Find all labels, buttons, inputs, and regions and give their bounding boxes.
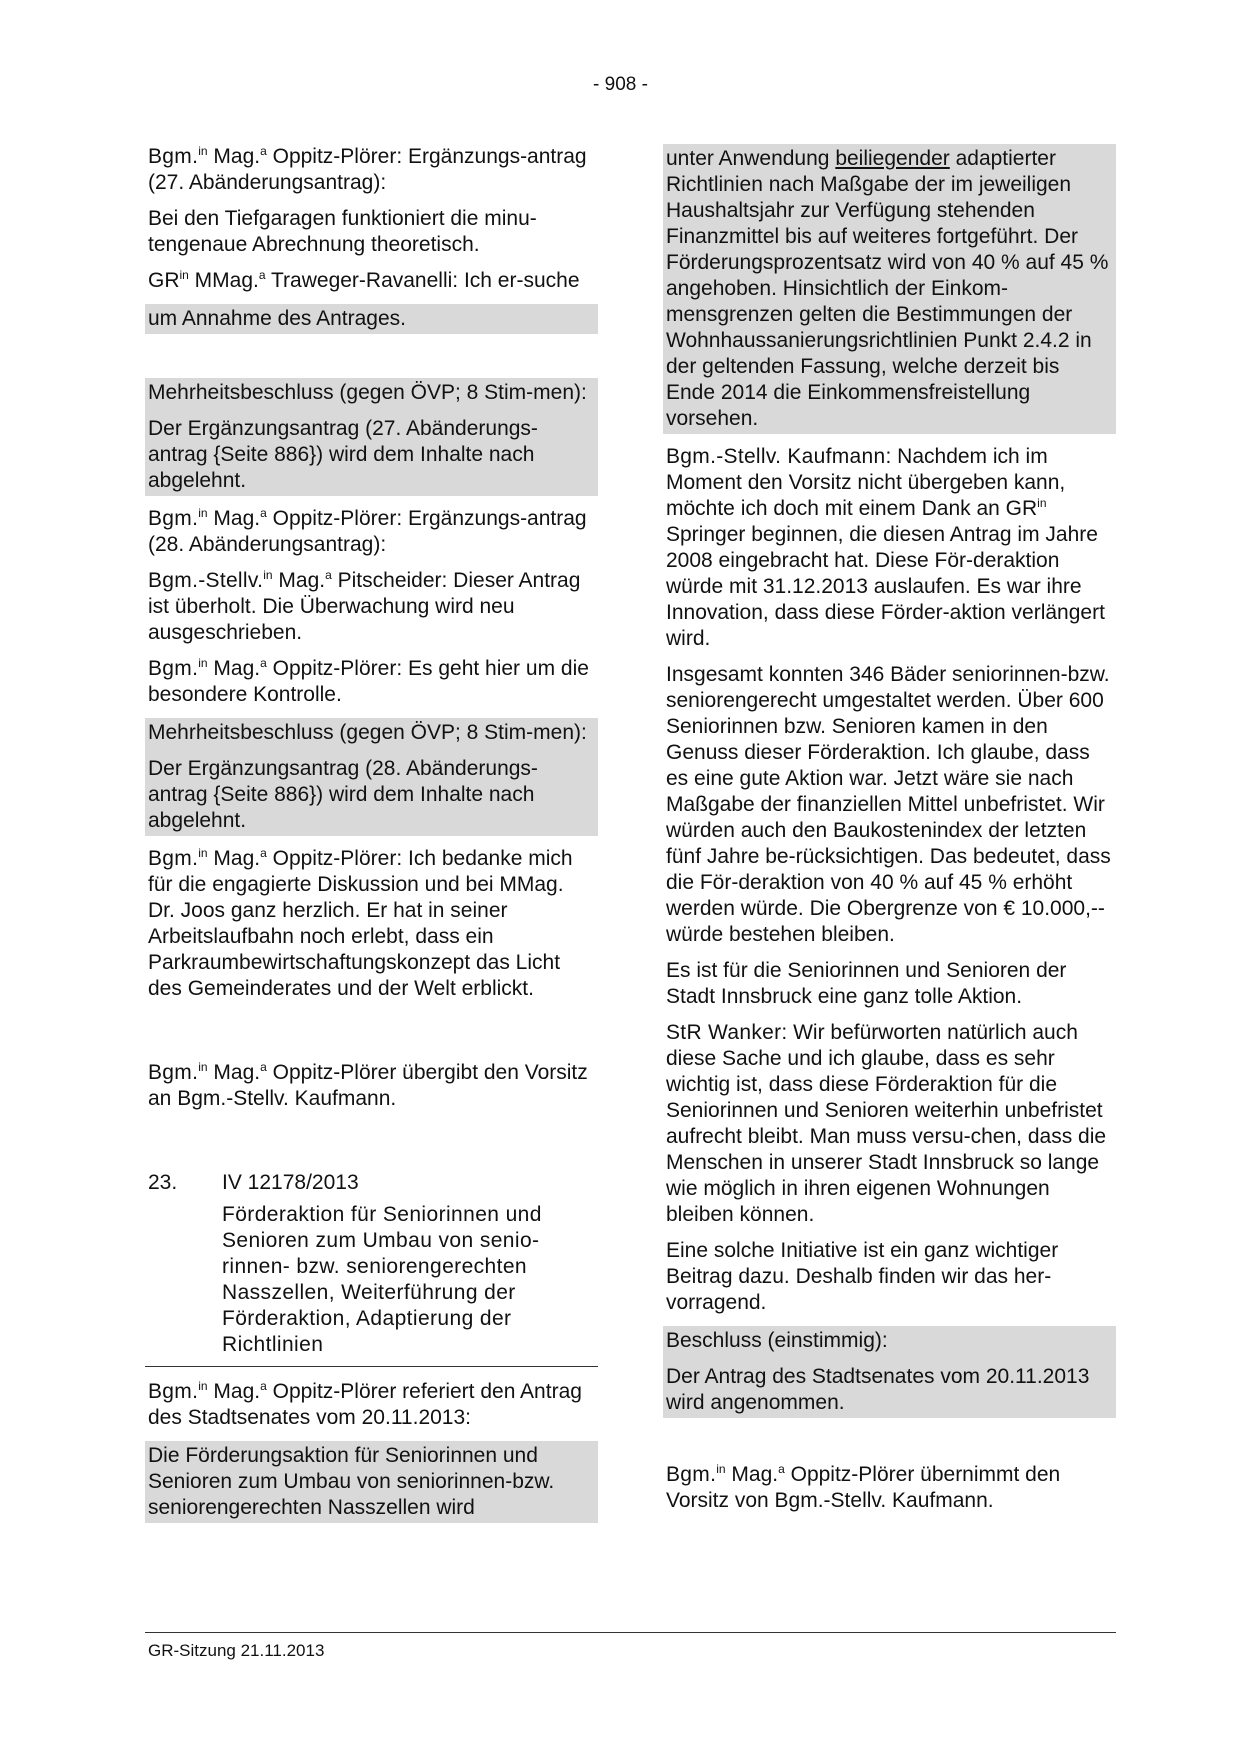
speaker-paragraph: Bgm.$^{in}$ Mag.$^a$ Oppitz-Plörer: Ergänzungs-antrag (27. Abänderungsantrag): bbox=[148, 144, 587, 194]
resolution-block bbox=[145, 718, 598, 836]
resolution-text: Der Ergänzungsantrag (28. Abänderungs-antrag {Seite 886}) wird dem Inhalte nach abgelehnt. bbox=[148, 757, 538, 832]
chair-handover: Bgm.$^{in}$ Mag.$^a$ Oppitz-Plörer übernimmt den Vorsitz von Bgm.-Stellv. Kaufmann. bbox=[666, 1462, 1061, 1512]
resolution-heading: Mehrheitsbeschluss (gegen ÖVP; 8 Stim-men): bbox=[148, 721, 587, 744]
attachment-link: beiliegender bbox=[835, 147, 950, 170]
speaker-paragraph: Bgm.-Stellv. Kaufmann: Nachdem ich im Moment den Vorsitz nicht übergeben kann, möchte ich doch mit einem Dank an $GR^{in}$ Springer beginnen, die diesen Antrag im Jahre 2008 eingebracht hat. Diese För-deraktion würde mit 31.12.2013 auslaufen. Es war ihre Innovation, dass diese Förder-aktion verlängert wird. bbox=[666, 445, 1105, 650]
agenda-item-header bbox=[145, 1170, 598, 1196]
speaker-paragraph: Bgm.$^{in}$ Mag.$^a$ Oppitz-Plörer referiert den Antrag des Stadtsenates vom 20.11.2013: bbox=[148, 1379, 582, 1429]
resolution-text: Der Ergänzungsantrag (27. Abänderungs-antrag {Seite 886}) wird dem Inhalte nach abgelehnt. bbox=[148, 417, 538, 492]
speech-paragraph: Insgesamt konnten 346 Bäder seniorinnen-bzw. seniorengerecht umgestaltet werden. Über 600 Seniorinnen bzw. Senioren kamen in den Genuss dieser Förderaktion. Ich glaube, dass es eine gute Aktion war. Jetzt wäre sie nach Maßgabe der finanziellen Mittel unbefristet. Wir würden auch den Baukostenindex der letzten fünf Jahre be-rücksichtigen. Das bedeutet, dass die För-deraktion von 40 % auf 45 % erhöht werden würde. Die Obergrenze von € 10.000,-- würde bestehen bleiben. bbox=[666, 663, 1111, 946]
resolution-heading: Beschluss (einstimmig): bbox=[666, 1329, 888, 1352]
page-footer: GR-Sitzung 21.11.2013 bbox=[148, 1641, 325, 1660]
motion-text: Die Förderungsaktion für Seniorinnen und Senioren zum Umbau von seniorinnen-bzw. seniorengerechten Nasszellen wird bbox=[145, 1441, 598, 1523]
resolution-heading: Mehrheitsbeschluss (gegen ÖVP; 8 Stim-men): bbox=[148, 381, 587, 404]
speaker-paragraph: $GR^{in}$ MMag.$^a$ Traweger-Ravanelli: Ich er-suche bbox=[148, 268, 580, 292]
motion-text-continued: unter Anwendung beiliegender adaptierter Richtlinien nach Maßgabe der im jeweiligen Haushaltsjahr zur Verfügung stehenden Finanzmittel bis auf weiteres fortgeführt. Der Förderungsprozentsatz wird von 40 % auf 45 % angehoben. Hinsichtlich der Einkom-mensgrenzen gelten die Bestimmungen der Wohnhaussanierungsrichtlinien Punkt 2.4.2 in der geltenden Fassung, welche derzeit bis Ende 2014 die Einkommensfreistellung vorsehen. bbox=[663, 144, 1116, 434]
speech-paragraph: Eine solche Initiative ist ein ganz wichtiger Beitrag dazu. Deshalb finden wir das her-vorragend. bbox=[666, 1239, 1059, 1314]
speech-paragraph: Es ist für die Seniorinnen und Senioren der Stadt Innsbruck eine ganz tolle Aktion. bbox=[666, 959, 1067, 1008]
speaker-paragraph: Bgm.$^{in}$ Mag.$^a$ Oppitz-Plörer: Ergänzungs-antrag (28. Abänderungsantrag): bbox=[148, 506, 587, 556]
footer-divider bbox=[145, 1632, 1116, 1633]
speaker-paragraph: Bgm.-Stellv.$^{in}$ Mag.$^a$ Pitscheider: Dieser Antrag ist überholt. Die Überwachung wird neu ausgeschrieben. bbox=[148, 568, 581, 644]
resolution-text: Der Antrag des Stadtsenates vom 20.11.2013 wird angenommen. bbox=[666, 1365, 1090, 1414]
speaker-paragraph: Bgm.$^{in}$ Mag.$^a$ Oppitz-Plörer: Es geht hier um die besondere Kontrolle. bbox=[148, 656, 589, 706]
agenda-item-title: Förderaktion für Seniorinnen und Senioren zum Umbau von senio-rinnen- bzw. seniorengerechten Nasszellen, Weiterführung der Förderaktion, Adaptierung der Richtlinien bbox=[222, 1203, 542, 1356]
agenda-item-number: 23. bbox=[148, 1171, 178, 1194]
right-column bbox=[663, 144, 1116, 1524]
page-number: - 908 - bbox=[593, 74, 648, 95]
left-column bbox=[145, 144, 598, 1533]
speaker-paragraph: StR Wanker: Wir befürworten natürlich auch diese Sache und ich glaube, dass es sehr wichtig ist, dass diese Förderaktion für die Seniorinnen und Senioren weiterhin unbefristet aufrecht bleibt. Man muss versu-chen, dass die Menschen in unserer Stadt Innsbruck so lange wie möglich in ihren eigenen Wohnungen bleiben können. bbox=[666, 1021, 1107, 1226]
motion-request: um Annahme des Antrages. bbox=[145, 304, 598, 334]
speaker-paragraph: Bgm.$^{in}$ Mag.$^a$ Oppitz-Plörer: Ich bedanke mich für die engagierte Diskussion und bei MMag. Dr. Joos ganz herzlich. Er hat in seiner Arbeitslaufbahn noch erlebt, dass ein Parkraumbewirtschaftungskonzept das Licht des Gemeinderates und der Welt erblickt. bbox=[148, 846, 573, 1000]
speech-paragraph: Bei den Tiefgaragen funktioniert die minu-tengenaue Abrechnung theoretisch. bbox=[148, 207, 537, 256]
resolution-block bbox=[145, 378, 598, 496]
resolution-block bbox=[663, 1326, 1116, 1418]
agenda-divider bbox=[145, 1366, 598, 1367]
chair-handover: Bgm.$^{in}$ Mag.$^a$ Oppitz-Plörer übergibt den Vorsitz an Bgm.-Stellv. Kaufmann. bbox=[148, 1060, 588, 1110]
agenda-item-code: IV 12178/2013 bbox=[222, 1171, 359, 1194]
